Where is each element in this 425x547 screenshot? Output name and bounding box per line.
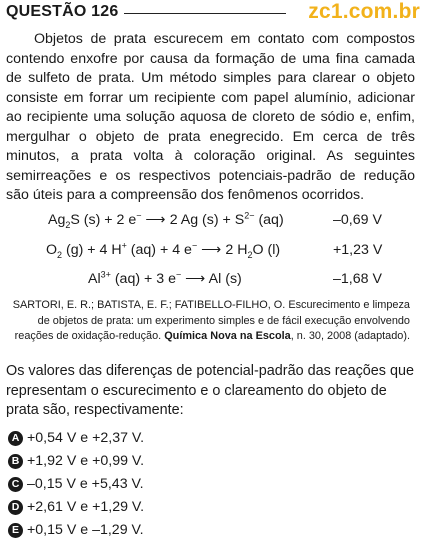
- question-text: Objetos de prata escurecem em contato com compostos contendo enxofre por causa da formação de uma fina camada de sulfeto de prata. Um método simples para clarear o objeto consiste em forrar um recipiente com papel alumínio, adicionar ao recipiente uma solução aquosa de cloreto de sódio e, enfim, mergulhar o objeto de prata enegrecido. Em cerca de três minutos, a prata volta à coloração original. As seguintes semirreações e os respectivos potenciais-padrão de redução são úteis para a compreensão dos fenômenos ocorridos.: [6, 31, 415, 203]
- option-c-letter: C: [8, 477, 23, 492]
- option-e[interactable]: [8, 522, 144, 538]
- question-header: [6, 2, 420, 24]
- reaction-3-equation: $Al^{3+}$ (aq) + 3 e− ⟶ Al (s): [88, 269, 242, 287]
- citation-tail: , n. 30, 2008 (adaptado).: [290, 330, 410, 342]
- option-a-letter: A: [8, 431, 23, 446]
- option-b-text: +1,92 V e +0,99 V.: [27, 453, 145, 469]
- option-a[interactable]: [8, 430, 144, 446]
- citation: [10, 298, 410, 345]
- option-b[interactable]: [8, 453, 144, 469]
- question-prompt: Os valores das diferenças de potencial-padrão das reações que representam o escurecimento e o clareamento do objeto de prata são, respectivamente:: [6, 363, 414, 418]
- option-d-letter: D: [8, 500, 23, 515]
- question-number: QUESTÃO 126: [6, 3, 119, 20]
- reaction-2-equation: $O_2$ (g) + 4 H+ (aq) + 4 e− ⟶ 2 $H_2O$ (l): [46, 240, 281, 260]
- reaction-1-equation: $Ag_2S$ (s) + 2 e− ⟶ 2 Ag $(s) + S^{2-}$ (aq): [48, 210, 284, 230]
- brand-logo[interactable]: zc1.com.br: [308, 0, 420, 23]
- option-c[interactable]: [8, 476, 144, 492]
- option-c-text: –0,15 V e +5,43 V.: [27, 476, 144, 492]
- option-a-text: +0,54 V e +2,37 V.: [27, 430, 145, 446]
- option-d-text: +2,61 V e +1,29 V.: [27, 499, 145, 515]
- option-b-letter: B: [8, 454, 23, 469]
- option-e-letter: E: [8, 523, 23, 538]
- reaction-2-potential: +1,23 V: [333, 242, 383, 258]
- option-d[interactable]: [8, 499, 144, 515]
- option-e-text: +0,15 V e –1,29 V.: [27, 522, 144, 538]
- header-divider: [124, 13, 286, 14]
- reaction-1-potential: –0,69 V: [333, 212, 382, 228]
- citation-text: SARTORI, E. R.; BATISTA, E. F.; FATIBELLO-FILHO, O. Escurecimento e limpeza de objetos de prata: um experimento simples e de fácil execução envolvendo reações de oxidação-redução.: [12, 299, 410, 342]
- reaction-3-potential: –1,68 V: [333, 271, 382, 287]
- citation-journal: Química Nova na Escola: [164, 330, 291, 342]
